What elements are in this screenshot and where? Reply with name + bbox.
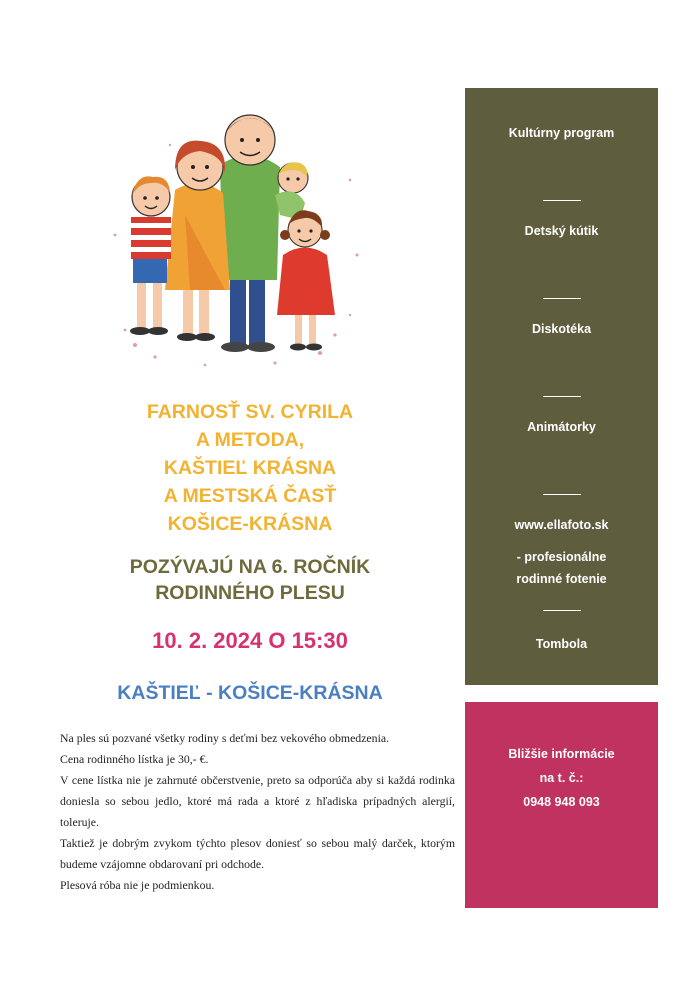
program-item-website: www.ellafoto.sk — [514, 518, 609, 532]
invitation-line-1: POZÝVAJÚ NA 6. ROČNÍK — [129, 556, 371, 578]
event-description — [60, 728, 455, 896]
contact-info-line-2: na t. č.: — [539, 771, 584, 785]
program-divider — [543, 610, 581, 611]
contact-info-line-1: Bližšie informácie — [508, 747, 615, 761]
program-divider — [543, 200, 581, 201]
program-divider — [543, 298, 581, 299]
organizers-line-5: KOŠICE-KRÁSNA — [167, 513, 333, 535]
description-paragraph-5: Plesová róba nie je podmienkou. — [60, 878, 215, 892]
program-item-photo-line-2: rodinné fotenie — [516, 572, 607, 586]
program-divider — [543, 396, 581, 397]
girl-figure — [277, 210, 335, 350]
invitation-heading — [40, 554, 460, 606]
organizers-heading — [40, 398, 460, 538]
invitation-line-2: RODINNÉHO PLESU — [155, 582, 345, 604]
program-item-animators: Animátorky — [527, 420, 596, 434]
program-item-cultural: Kultúrny program — [508, 126, 615, 140]
program-divider — [543, 494, 581, 495]
program-item-tombola: Tombola — [535, 637, 588, 651]
description-paragraph-4: Taktiež je dobrým zvykom týchto plesov doniesť so sebou malý darček, ktorým budeme vzájomne obdarovaní pri odchode. — [60, 836, 455, 871]
description-paragraph-2: Cena rodinného lístka je 30,- €. — [60, 752, 209, 766]
event-venue: KAŠTIEĽ - KOŠICE-KRÁSNA — [117, 682, 383, 704]
program-item-kids-corner: Detský kútik — [524, 224, 599, 238]
program-panel — [465, 88, 658, 685]
dad-figure — [220, 115, 280, 352]
description-paragraph-1: Na ples sú pozvané všetky rodiny s deťmi bez vekového obmedzenia. — [60, 731, 390, 745]
program-item-disco: Diskotéka — [531, 322, 592, 336]
contact-info-box — [465, 702, 658, 908]
description-paragraph-3: V cene lístka nie je zahrnuté občerstvenie, preto sa odporúča aby si každá rodinka doniesla so sebou jedlo, ktoré má rada a ktoré z hľadiska prípadných alergií, toleruje. — [60, 773, 455, 829]
contact-phone-number: 0948 948 093 — [523, 795, 600, 809]
organizers-line-3: KAŠTIEĽ KRÁSNA — [163, 457, 337, 479]
boy-figure — [130, 176, 171, 335]
mum-figure — [165, 141, 230, 341]
family-illustration — [95, 85, 375, 375]
program-item-photo-line-1: - profesionálne — [516, 550, 607, 564]
event-datetime: 10. 2. 2024 O 15:30 — [152, 628, 348, 653]
organizers-line-2: A METODA, — [195, 429, 305, 451]
organizers-line-1: FARNOSŤ SV. CYRILA — [146, 401, 354, 423]
organizers-line-4: A MESTSKÁ ČASŤ — [163, 485, 337, 507]
